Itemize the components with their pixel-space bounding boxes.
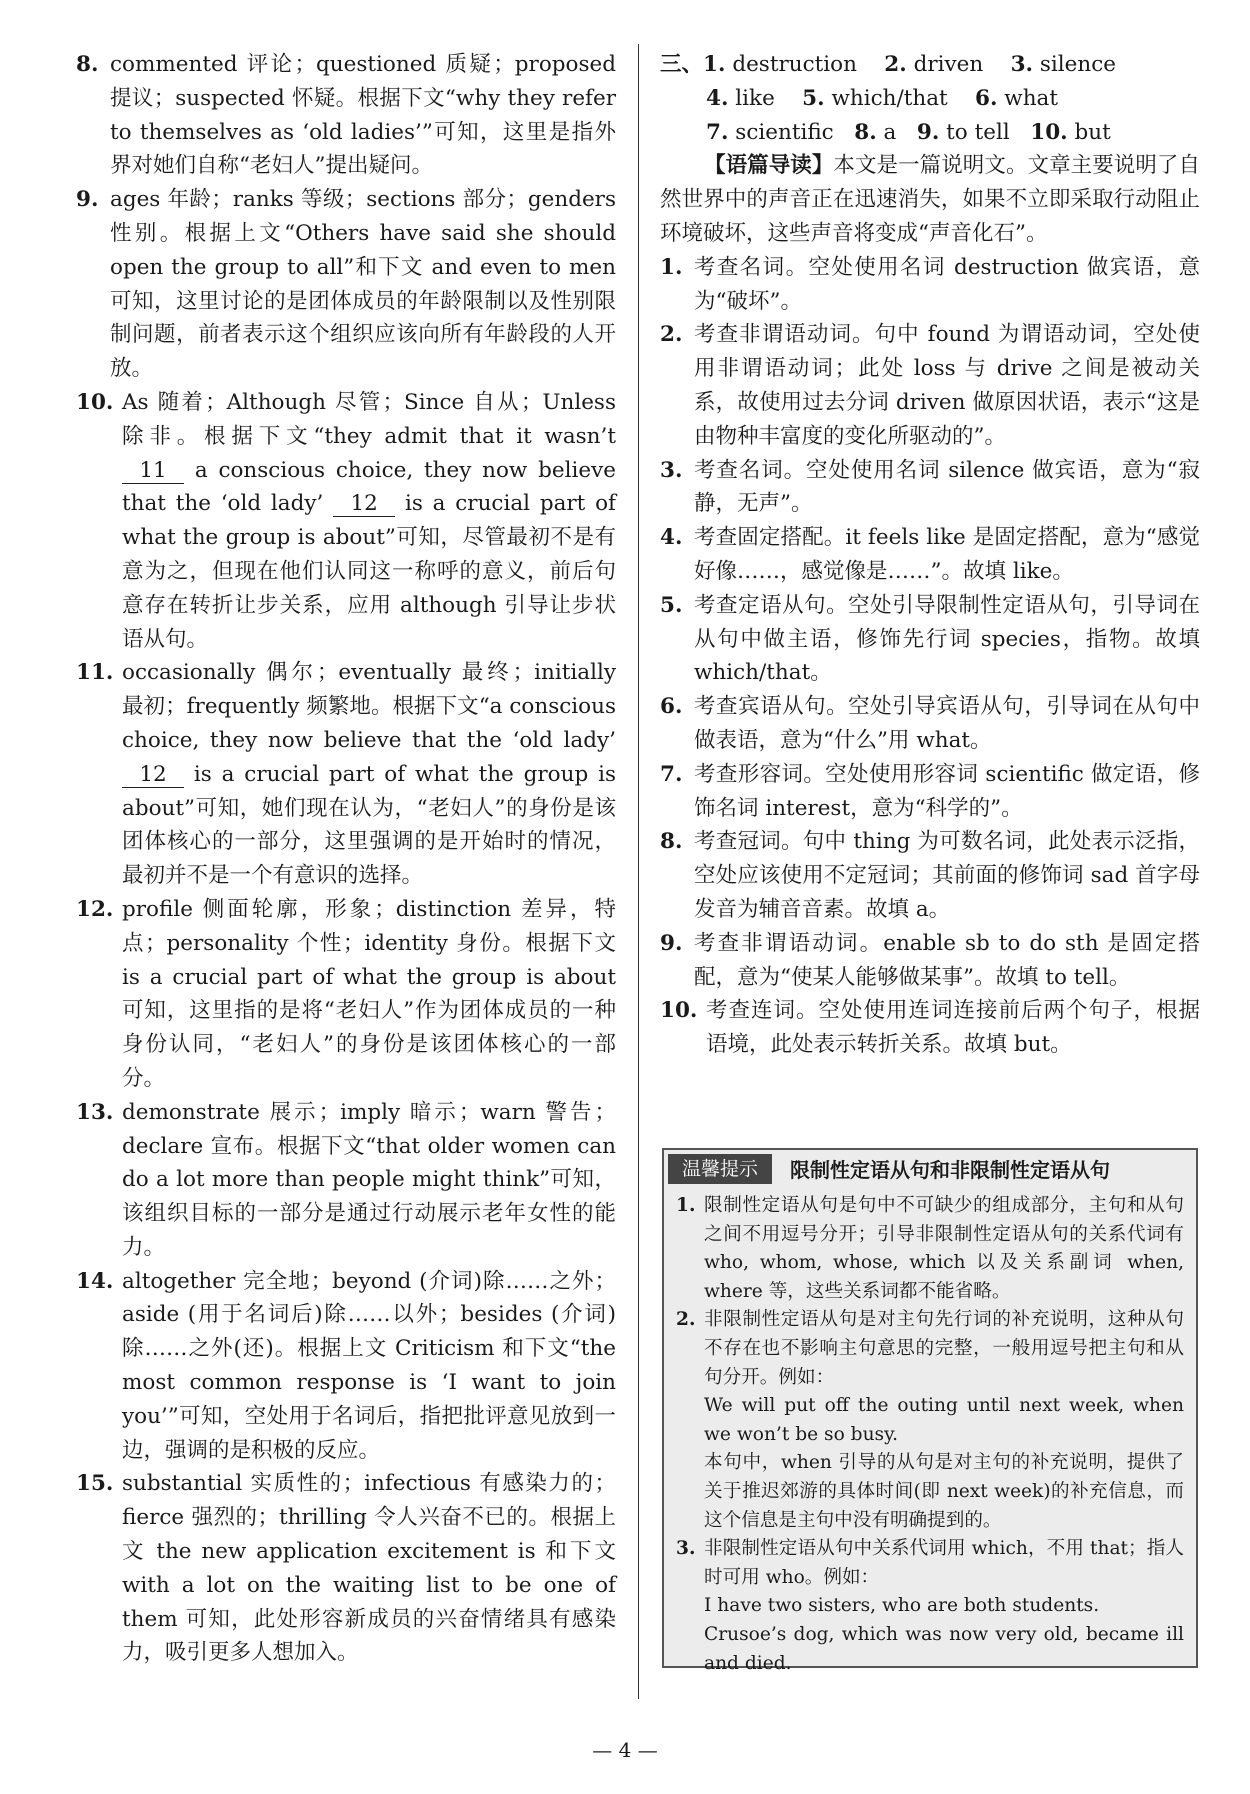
- tip-box: [662, 1148, 1198, 1674]
- explain-item-1: 1. 考查名词。空处使用名词 destruction 做宾语，意为“破坏”。: [660, 254, 1200, 314]
- blank-11: 11: [122, 459, 184, 484]
- item-text: altogether 完全地；beyond (介词)除……之外；aside (用于名词后)除……以外；besides (介词)除……之外(还)。根据上文 Criticism 和下文“the most common response is ‘I want to join you’”可知，空处用于名词后，指把批评意见放到一边，强调的是积极的反应。: [122, 1268, 616, 1463]
- page-number: — 4 —: [592, 1738, 658, 1762]
- tip-example: Crusoe’s dog, which was now very old, became ill and died.: [704, 1623, 1184, 1674]
- answer-item-12: [76, 893, 616, 1096]
- item-text: substantial 实质性的；infectious 有感染力的；fierce 强烈的；thrilling 令人兴奋不已的。根据上文 the new application excitement is 和下文 with a lot on the waiting list to be one of them 可知，此处形容新成员的兴奋情绪具有感染力，吸引更多人想加入。: [122, 1471, 616, 1666]
- left-column: [76, 48, 616, 1670]
- blank-12: 12: [122, 763, 184, 788]
- tip-example-note: 本句中，when 引导的从句是对主句的补充说明，提供了关于推迟郊游的具体时间(即 next week)的补充信息，而这个信息是主句中没有明确提到的。: [704, 1452, 1184, 1531]
- answer-item-8: [76, 48, 616, 183]
- explain-item-2: 2. 考查非谓语动词。句中 found 为谓语动词，空处使用非谓语动词；此处 loss 与 drive 之间是被动关系，故使用过去分词 driven 做原因状语，表示“这是由物种丰富度的变化所驱动的”。: [660, 322, 1200, 449]
- item-text: profile 侧面轮廓，形象；distinction 差异，特点；personality 个性；identity 身份。根据下文 is a crucial part of what the group is about 可知，这里指的是将“老妇人”作为团体成员的一种身份认同，“老妇人”的身份是该团体核心的一部分。: [122, 896, 616, 1091]
- item-number: 14.: [76, 1268, 114, 1294]
- tip-example: I have two sisters, who are both students.: [704, 1595, 1100, 1617]
- tip-title: 限制性定语从句和非限制性定语从句: [790, 1157, 1111, 1182]
- answer-item-10: [76, 386, 616, 656]
- item-text: occasionally 偶尔；eventually 最终；initially 最初；frequently 频繁地。根据下文“a conscious choice, they now believe that the ‘old lady’ 12 is a crucial part of what the group is about”可知，她们现在认为，“老妇人”的身份是该团体核心的一部分，这里强调的是开始时的情况，最初并不是一个有意识的选择。: [122, 660, 616, 889]
- explain-item-10: 10. 考查连词。空处使用连词连接前后两个句子，根据语境，此处表示转折关系。故填 but。: [660, 998, 1200, 1058]
- column-divider: [638, 44, 639, 1699]
- tip-item-1: 1. 限制性定语从句是句中不可缺少的组成部分，主句和从句之间不用逗号分开；引导非限制性定语从句的关系代词有 who, whom, whose, which 以及关系副词 when, where 等，这些关系词都不能省略。: [676, 1195, 1184, 1302]
- item-number: 8.: [76, 52, 99, 77]
- item-number: 11.: [76, 660, 114, 686]
- item-text: As 随着；Although 尽管；Since 自从；Unless 除非。根据下文“they admit that it wasn’t 11 a conscious choice, they now believe that the ‘old lady’ 12 is a crucial part of what the group is about”可知，尽管最初不是有意为之，但现在他们认同这一称呼的意义，前后句意存在转折让步关系，应用 although 引导让步状语从句。: [122, 389, 617, 652]
- tip-header: [664, 1150, 1196, 1186]
- explain-item-3: 3. 考查名词。空处使用名词 silence 做宾语，意为“寂静，无声”。: [660, 457, 1200, 517]
- answer-item-13: [76, 1096, 616, 1265]
- item-number: 9.: [76, 187, 99, 213]
- item-number: 15.: [76, 1471, 114, 1497]
- answer-item-9: [76, 183, 616, 386]
- answer-item-11: [76, 656, 616, 893]
- item-text: demonstrate 展示；imply 暗示；warn 警告；declare 宣布。根据下文“that older women can do a lot more than people might think”可知，该组织目标的一部分是通过行动展示老年女性的能力。: [122, 1099, 616, 1260]
- answer-item-15: [76, 1467, 616, 1670]
- answer-row-2: 4. like 5. which/that 6. what: [706, 85, 1059, 111]
- tip-item-2: 2. 非限制性定语从句是对主句先行词的补充说明，这种从句不存在也不影响主句意思的完整，一般用逗号把主句和从句分开。例如：: [676, 1309, 1184, 1388]
- explain-item-7: 7. 考查形容词。空处使用形容词 scientific 做定语，修饰名词 interest，意为“科学的”。: [660, 761, 1200, 821]
- blank-12: 12: [333, 492, 395, 517]
- explain-item-4: 4. 考查固定搭配。it feels like 是固定搭配，意为“感觉好像……，感觉像是……”。故填 like。: [660, 525, 1200, 584]
- explain-item-8: 8. 考查冠词。句中 thing 为可数名词，此处表示泛指，空处应该使用不定冠词；其前面的修饰词 sad 首字母发音为辅音音素。故填 a。: [660, 829, 1200, 922]
- tip-example: We will put off the outing until next week, when we won’t be so busy.: [704, 1395, 1184, 1445]
- answer-item-14: [76, 1265, 616, 1468]
- right-column: [660, 48, 1200, 1062]
- item-text: commented 评论；questioned 质疑；proposed 提议；suspected 怀疑。根据下文“why they refer to themselves as ‘old ladies’”可知，这里是指外界对她们自称“老妇人”提出疑问。: [110, 52, 616, 179]
- guide-tag: 【语篇导读】: [704, 153, 834, 179]
- item-number: 10.: [76, 389, 114, 415]
- item-number: 12.: [76, 896, 114, 922]
- tip-item-3: 3. 非限制性定语从句中关系代词用 which，不用 that；指人时可用 who。例如：: [676, 1538, 1184, 1588]
- guide-text: 本文是一篇说明文。文章主要说明了自然世界中的声音正在迅速消失，如果不立即采取行动阻止环境破坏，这些声音将变成“声音化石”。: [660, 153, 1200, 246]
- item-text: ages 年龄；ranks 等级；sections 部分；genders 性别。根据上文“Others have said she should open the group to all”和下文 and even to men 可知，这里讨论的是团体成员的年龄限制以及性别限制问题，前者表示这个组织应该向所有年龄段的人开放。: [110, 187, 616, 382]
- item-number: 13.: [76, 1099, 114, 1125]
- explain-item-9: 9. 考查非谓语动词。enable sb to do sth 是固定搭配，意为“使某人能够做某事”。故填 to tell。: [660, 930, 1200, 990]
- answer-row-1: 三、1. destruction 2. driven 3. silence: [660, 52, 1116, 77]
- section3-answers: [660, 48, 1200, 149]
- tip-badge: 温馨提示: [668, 1154, 772, 1184]
- explain-item-5: 5. 考查定语从句。空处引导限制性定语从句，引导词在从句中做主语，修饰先行词 species，指物。故填 which/that。: [660, 592, 1200, 686]
- answer-row-3: 7. scientific 8. a 9. to tell 10. but: [706, 119, 1111, 145]
- explain-item-6: 6. 考查宾语从句。空处引导宾语从句，引导词在从句中做表语，意为“什么”用 what。: [660, 694, 1200, 753]
- passage-guide: [660, 149, 1200, 250]
- tip-body: [664, 1186, 1196, 1678]
